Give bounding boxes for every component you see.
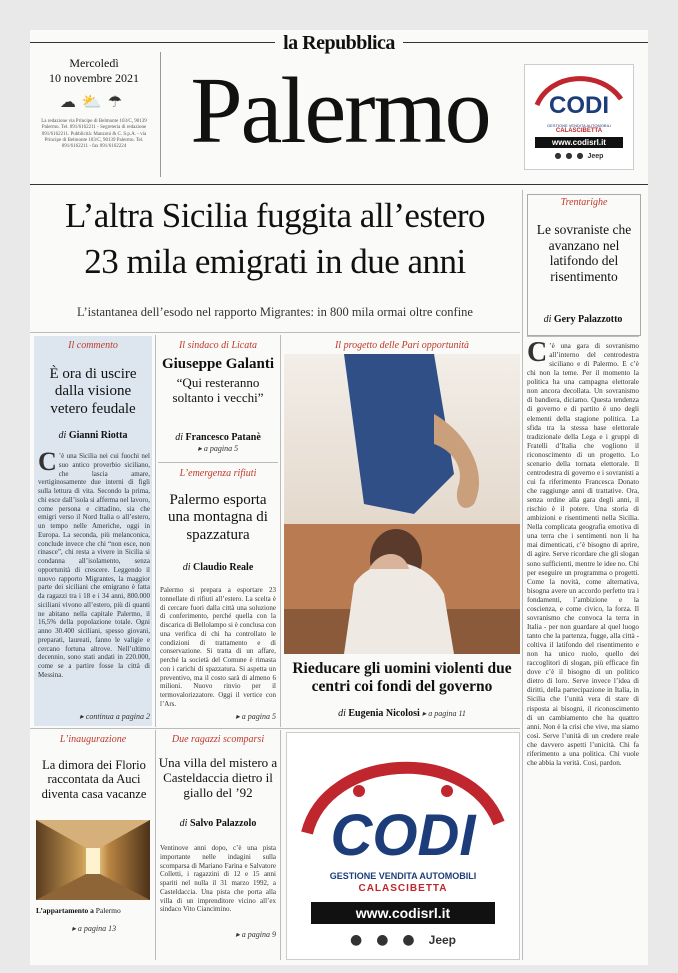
masthead-divider [160, 52, 161, 177]
fiat-logo-icon: ● [554, 151, 566, 160]
lower-section-rule [30, 332, 520, 333]
alfa-logo-icon: ● [565, 151, 577, 160]
arrow-icon: ▸ [197, 444, 204, 453]
main-headline-2[interactable]: 23 mila emigrati in due anni [84, 242, 466, 281]
arrow-icon: ▸ [235, 930, 242, 939]
ad-big-url[interactable]: www.codisrl.it [311, 902, 495, 924]
ad-top-url[interactable]: www.codisrl.it [535, 137, 623, 148]
bottom-section-rule [30, 728, 520, 729]
paper-name[interactable]: la Repubblica [30, 32, 648, 55]
ad-top-town: CALASCIBETTA [555, 128, 603, 134]
sindaco-rule [158, 462, 278, 463]
weather-sun-cloud-icon: ⛅ [81, 92, 108, 111]
sindaco-kicker: Il sindaco di Licata [178, 340, 258, 351]
rifiuti-byline: di Claudio Reale [182, 562, 254, 573]
weather-cloud-icon: ☁ [59, 92, 82, 111]
violence-photo[interactable] [284, 354, 520, 654]
col-divider-2 [280, 335, 281, 727]
progetto-ref[interactable]: ▸ a pagina 11 [422, 709, 466, 718]
codi-car-logo-icon [525, 65, 633, 125]
trentarighe-kicker: Trentarighe [560, 197, 608, 208]
rifiuti-title[interactable]: Palermo esporta una montagna di spazzatura [168, 492, 268, 543]
arrow-icon: ▸ [71, 924, 78, 933]
commento-ref[interactable]: ▸ continua a pagina 2 [79, 712, 150, 721]
commento-kicker: Il commento [68, 340, 118, 351]
trentarighe-dropcap: C [527, 337, 548, 368]
ad-big-brand: CODI [330, 803, 476, 868]
ad-big-town: CALASCIBETTA [358, 883, 448, 894]
sindaco-quote[interactable]: “Qui resteranno soltanto i vecchi” [172, 375, 264, 405]
alfa-logo-icon: ● [376, 932, 403, 948]
florio-apartment-photo[interactable] [36, 820, 150, 900]
ragazzi-ref[interactable]: ▸ a pagina 9 [235, 930, 276, 939]
inaugurazione-title[interactable]: La dimora dei Florio raccontata da Auci diventa casa vacanze [41, 758, 147, 801]
front-page [30, 30, 648, 965]
commento-dropcap: C [38, 447, 57, 476]
arrow-icon: ▸ [79, 712, 86, 721]
fiat-logo-icon: ● [349, 932, 377, 948]
progetto-kicker: Il progetto delle Pari opportunità [334, 340, 470, 351]
rifiuti-ref[interactable]: ▸ a pagina 5 [235, 712, 276, 721]
ad-big-marques [287, 932, 519, 948]
date-box [34, 52, 154, 180]
date: 10 novembre 2021 [49, 71, 139, 85]
main-headline-1[interactable]: L’altra Sicilia fuggita all’estero [64, 196, 486, 235]
main-deck: L’istantanea dell’esodo nel rapporto Migrantes: in 800 mila ormai oltre confine [77, 305, 473, 319]
ad-big-tagline: GESTIONE VENDITA AUTOMOBILI [329, 871, 477, 881]
ad-top-marques [525, 151, 633, 160]
ragazzi-kicker: Due ragazzi scomparsi [171, 734, 265, 745]
masthead-rule [30, 184, 648, 185]
photo-illustration [284, 354, 520, 654]
weather-rain-icon: ☂ [107, 92, 129, 111]
progetto-title[interactable]: Rieducare gli uomini violenti due centri coi fondi del governo [292, 660, 512, 695]
day: Mercoledì [69, 56, 119, 70]
arrow-icon: ▸ [235, 712, 242, 721]
weather-icons [34, 92, 154, 111]
col-divider-4 [280, 730, 281, 960]
ad-codi-big[interactable] [286, 732, 520, 960]
lancia-logo-icon: ● [402, 932, 429, 948]
rifiuti-body: Palermo si prepara a esportare 23 tonnellate di rifiuti all’estero. La scelta è di cercare fuori dalla città una soluzione di conferimento, perché quella con la discarica di Bellolampo si è conclusa con una verifica di chi ha controllato le condizioni di trattamento e di conservazione. Si tratta di un affare, perché la società del Comune è rimasta con i carichi di spazzatura. Si aspetta un preventivo, ma il costo sarà di almeno 6 milioni. Nuovo rinvio per il termovalorizzatore. Oggi il vertice con l’Ars. [160, 586, 276, 708]
ad-codi-top[interactable] [524, 64, 634, 170]
commento-body: C ’è una Sicilia nei cui fuochi nel suo antico proverbio siciliano, che lascia amare, vertiginosamente due interni di figli sulla lettura di vita. Secondo la prima, chi esce dall’isola si afferma nel lavoro, come persona e cittadino, sia che emigri verso il Nord Italia o all’estero, un tempo nelle Americhe, oggi in Europa. La seconda, più melanconica, conclude invece che chi “non esce, non rinasce”, chi resta a vivere in Sicilia si condanna all’isolamento, senza opportunità di crescere. Leggendo il nuovo rapporto Migrantes, la maggior parte dei siciliani che emigrano è fatta da ragazzi tra i 18 e i 34 anni, 800.000 siciliani vivono all’estero, più di quanti ne abitano nella capitale Palermo, il 16,5% della popolazione totale. Ogni anno 30.400 siciliani, spesso giovani, preparati, laureati, fanno le valigie e cercano fortuna altrove. Nell’ultimo decennio, sono stati andati in 220.000, come se a partire fosse la città di Messina. [38, 447, 150, 679]
ragazzi-byline: di Salvo Palazzolo [179, 818, 257, 829]
codi-big-car-logo-icon [287, 733, 519, 873]
commento-title[interactable]: È ora di uscire dalla visione vetero feudale [49, 366, 137, 417]
jeep-logo: Jeep [428, 933, 456, 947]
sindaco-ref[interactable]: ▸ a pagina 5 [197, 444, 239, 453]
right-column-divider [522, 190, 523, 960]
ragazzi-body: Ventinove anni dopo, c’è una pista importante nelle indagini sulla scomparsa di Mariano Farina e Salvatore Colletti, i ragazzini di 12 e 15 anni spariti nel nulla il 31 marzo 1992, a Casteldaccia. Una pista che porta alla villa di un imprenditore vicino all’ex sindaco Vito Ciancimino. [160, 844, 276, 914]
inaugurazione-ref[interactable]: ▸ a pagina 13 [71, 924, 117, 933]
rifiuti-kicker: L’emergenza rifiuti [179, 468, 257, 479]
col-divider-3 [155, 730, 156, 960]
ragazzi-title[interactable]: Una villa del mistero a Casteldaccia dietro il giallo del ’92 [158, 755, 278, 800]
jeep-logo: Jeep [587, 153, 604, 160]
corridor-illustration [36, 820, 150, 900]
ad-top-brand: CODI [549, 92, 609, 119]
col-divider-1 [155, 335, 156, 727]
ad-top-tagline: GESTIONE VENDITA AUTOMOBILI [546, 123, 612, 128]
inaugurazione-caption: L’appartamento a Palermo [36, 906, 121, 915]
trentarighe-byline: di Gery Palazzotto [543, 314, 623, 325]
sindaco-title[interactable]: Giuseppe Galanti [161, 356, 275, 372]
progetto-byline: di Eugenia Nicolosi ▸ a pagina 11 [338, 708, 466, 719]
sindaco-byline: di Francesco Patanè [175, 432, 261, 443]
commento-byline: di Gianni Riotta [58, 430, 128, 441]
trentarighe-body: C ’è una gara di sovranismo all’interno del centrodestra siciliano e di Palermo. E c’è chi non la teme. Per il momento la politica ha una campagna elettorale non ancora decollata. Un sovranismo di bandiera, diciamo. Questa tendenza di governo e di partito è uno degli elementi della stagione politica. La sfida tra la stessa base elettorale tradizionale della Lega e i gruppi di Fratelli d’Italia che vogliono il riconoscimento di un progetto. Lo scenario della tornata elettorale. Il centrodestra di governo e i sovranisti a cui fa riferimento Francesca Donato che raggiunge anni di trattative. Ora, senza ordine alla gara degli anni, il rischio è il potere. Una storia di ambizioni e risentimenti nella Sicilia. Nella complicata geografia emotiva di una terra che i sentimenti non li ha mai dimenticati, c’è bisogno di aprire, di agire. Serve ricordare che gli slogan sono sufficienti, mentre le idee no. Chi per eseguire un programma o progetti. Come la novità, come alternativa, bisogna avere un accordo perfetto tra i fondamenti, l’ambizione e la coscienza, e come civico, la forza. Il sovranismo che convoca la terra in Italia - per non guardare al quel luogo tanto che la partenza, fugge, alla città - coltiva il latifondo del risentimento e non ha unico ruolo, quello dei raccoglitori di slogan, più efficace fin dove c’è il bisogno di un politico dietro di loro. Serve invece l’idea di diritti, della partecipazione in Italia, in Sicilia che l’unità vera di stare di risposta ai bisogni, il riconoscimento di un cambiamento che ha quattro anni. Non è la crisi che vive, ma siamo così. Serve l’unità di un credere reale che davvero aspetti l’unicità. Chi fa riferimento a una politica. Chi vuole che abbia la verità. Cosi, pardon. [527, 337, 639, 767]
city-title[interactable]: Palermo [190, 59, 490, 163]
lancia-logo-icon: ● [576, 151, 588, 160]
inaugurazione-kicker: L’inaugurazione [59, 734, 127, 745]
redazione-info: La redazione via Principe di Belmonte 103/C, 90139 Palermo. Tel. 091/6162211 - Segreteria di redazione 091/6162211. Pubblicità: Manzoni & C. S.p.A. - via Principe di Belmonte 103/C, 90139 Palermo. Tel. 091/6162211 - fax 091/6162224 [41, 119, 147, 149]
trentarighe-title[interactable]: Le sovraniste che avanzano nel latifondo del risentimento [536, 222, 632, 284]
